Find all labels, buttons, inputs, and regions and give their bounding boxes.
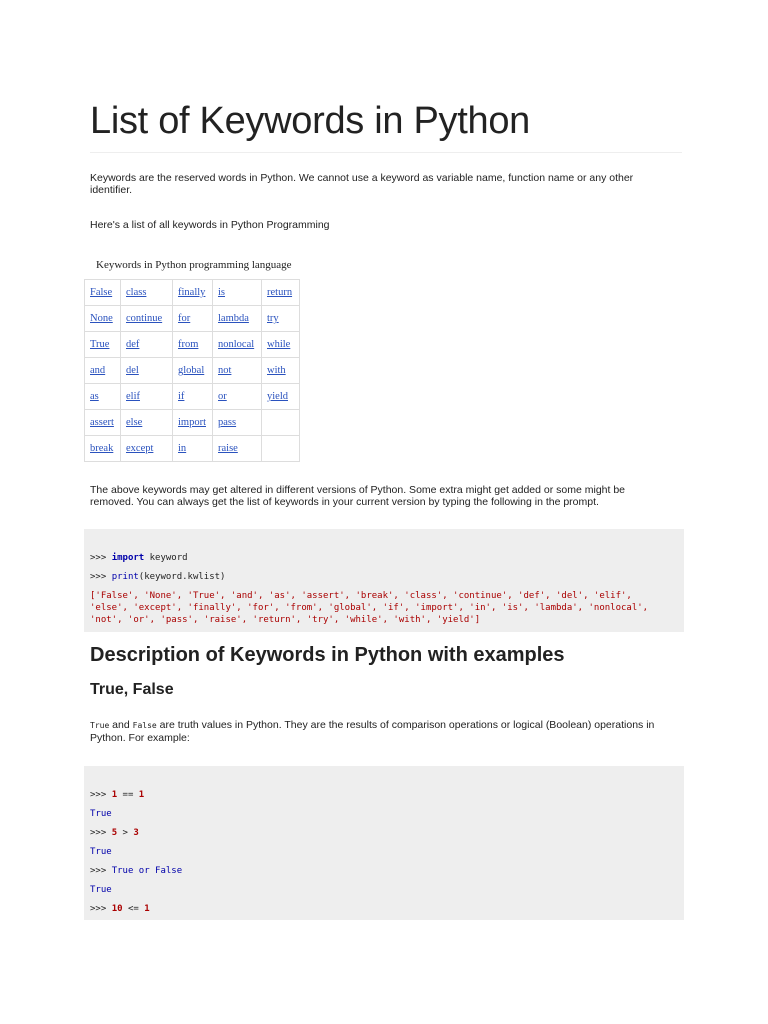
code-output: 'not', 'or', 'pass', 'raise', 'return', 'try', 'while', 'with', 'yield']	[90, 615, 481, 625]
code-number: 10	[111, 904, 123, 914]
code-number: 1	[144, 904, 150, 914]
truefalse-paragraph	[90, 719, 670, 744]
keyword-link[interactable]: except	[126, 443, 154, 454]
keyword-link[interactable]: lambda	[218, 313, 249, 324]
page-title: List of Keywords in Python	[90, 100, 530, 142]
table-cell	[173, 358, 213, 384]
table-row	[85, 358, 300, 384]
code-output-line	[90, 847, 112, 859]
table-cell	[85, 332, 121, 358]
title-divider	[90, 152, 682, 153]
table-cell	[121, 410, 173, 436]
table-cell	[85, 306, 121, 332]
inline-code-true: True	[90, 721, 110, 730]
code-number: 5	[111, 828, 118, 838]
code-output: ['False', 'None', 'True', 'and', 'as', 'assert', 'break', 'class', 'continue', 'def', 'del', 'elif',	[90, 591, 632, 601]
code-prompt: >>>	[90, 572, 112, 582]
keyword-link[interactable]: if	[178, 391, 185, 402]
keyword-link[interactable]: is	[218, 287, 226, 298]
code-output: 'else', 'except', 'finally', 'for', 'from', 'global', 'if', 'import', 'in', 'is', 'lambda', 'nonlocal',	[90, 603, 649, 613]
versions-note-paragraph: The above keywords may get altered in different versions of Python. Some extra might get added or some might be removed. You can always get the list of keywords in your current version by typing the following in the prompt.	[90, 484, 626, 508]
table-cell	[121, 384, 173, 410]
code-number: 1	[111, 790, 118, 800]
para-text: are truth values in Python. They are the results of comparison operations or logical (Boolean) operations in Python. For example:	[90, 719, 655, 744]
table-cell	[173, 410, 213, 436]
table-cell	[121, 280, 173, 306]
code-output: True	[90, 885, 112, 895]
keyword-link[interactable]: not	[218, 365, 232, 376]
keyword-link[interactable]: as	[90, 391, 99, 402]
code-line	[90, 553, 188, 565]
table-cell	[121, 436, 173, 462]
keywords-table	[84, 279, 300, 462]
keyword-link[interactable]: else	[126, 417, 143, 428]
code-keyword: import	[111, 553, 145, 563]
code-prompt: >>>	[90, 866, 112, 876]
table-row	[85, 410, 300, 436]
table-cell	[173, 280, 213, 306]
table-cell	[121, 306, 173, 332]
table-row	[85, 332, 300, 358]
table-cell	[173, 384, 213, 410]
keyword-link[interactable]: del	[126, 365, 139, 376]
table-cell	[85, 384, 121, 410]
keyword-link[interactable]: finally	[178, 287, 206, 298]
table-cell	[262, 358, 300, 384]
code-line	[90, 790, 144, 802]
table-caption: Keywords in Python programming language	[96, 259, 292, 271]
code-line	[90, 828, 139, 840]
code-output-line	[90, 603, 648, 615]
keyword-link[interactable]: assert	[90, 417, 114, 428]
code-output: True	[90, 809, 112, 819]
table-row	[85, 436, 300, 462]
table-row	[85, 280, 300, 306]
para-text: and	[109, 719, 133, 731]
table-cell	[173, 436, 213, 462]
keyword-link[interactable]: def	[126, 339, 140, 350]
code-number: 3	[133, 828, 139, 838]
code-function: print	[111, 572, 139, 582]
list-intro-paragraph: Here's a list of all keywords in Python Programming	[90, 219, 330, 231]
keyword-link[interactable]: True	[90, 339, 110, 350]
code-expression: True or False	[111, 866, 183, 876]
table-cell	[85, 436, 121, 462]
table-cell	[262, 410, 300, 436]
keyword-link[interactable]: with	[267, 365, 286, 376]
subsection-heading: True, False	[90, 681, 174, 698]
keyword-link[interactable]: yield	[267, 391, 288, 402]
section-heading: Description of Keywords in Python with examples	[90, 644, 565, 666]
keyword-link[interactable]: and	[90, 365, 106, 376]
table-cell	[121, 332, 173, 358]
code-output: True	[90, 847, 112, 857]
code-output-line	[90, 885, 112, 897]
code-block-truefalse	[84, 766, 684, 920]
table-cell	[213, 436, 262, 462]
table-cell	[213, 358, 262, 384]
table-cell	[213, 332, 262, 358]
code-line	[90, 866, 182, 878]
keyword-link[interactable]: from	[178, 339, 199, 350]
table-cell	[213, 306, 262, 332]
table-cell	[262, 384, 300, 410]
code-block-kwlist	[84, 529, 684, 632]
table-row	[85, 384, 300, 410]
keyword-link[interactable]: class	[126, 287, 147, 298]
keyword-link[interactable]: continue	[126, 313, 163, 324]
code-prompt: >>>	[90, 828, 112, 838]
code-output-line	[90, 591, 632, 603]
table-cell	[85, 410, 121, 436]
keyword-link[interactable]: raise	[218, 443, 238, 454]
table-cell	[262, 332, 300, 358]
keyword-link[interactable]: import	[178, 417, 206, 428]
table-cell	[262, 436, 300, 462]
keyword-link[interactable]: or	[218, 391, 227, 402]
keyword-link[interactable]: global	[178, 365, 205, 376]
keyword-link[interactable]: in	[178, 443, 187, 454]
table-cell	[262, 306, 300, 332]
table-cell	[262, 280, 300, 306]
inline-code-false: False	[132, 721, 157, 730]
intro-paragraph: Keywords are the reserved words in Python. We cannot use a keyword as variable name, function name or any other identifier.	[90, 172, 634, 196]
code-operator: >	[117, 828, 134, 838]
keyword-link[interactable]: pass	[218, 417, 237, 428]
table-cell	[173, 306, 213, 332]
code-prompt: >>>	[90, 790, 112, 800]
table-cell	[213, 410, 262, 436]
keyword-link[interactable]: nonlocal	[218, 339, 255, 350]
keyword-link[interactable]: while	[267, 339, 291, 350]
table-cell	[85, 358, 121, 384]
keyword-link[interactable]: elif	[126, 391, 140, 402]
code-prompt: >>>	[90, 904, 112, 914]
table-row	[85, 306, 300, 332]
code-line	[90, 572, 225, 584]
code-operator: <=	[122, 904, 145, 914]
table-cell	[85, 280, 121, 306]
table-cell	[121, 358, 173, 384]
keyword-link[interactable]: False	[90, 287, 113, 298]
keyword-link[interactable]: for	[178, 313, 191, 324]
code-prompt: >>>	[90, 553, 112, 563]
code-text: (keyword.kwlist)	[138, 572, 226, 582]
code-text: keyword	[144, 553, 188, 563]
code-operator: ==	[117, 790, 139, 800]
table-cell	[213, 280, 262, 306]
code-output-line	[90, 809, 112, 821]
keyword-link[interactable]: try	[267, 313, 279, 324]
code-number: 1	[138, 790, 145, 800]
table-cell	[213, 384, 262, 410]
table-cell	[173, 332, 213, 358]
keyword-link[interactable]: break	[90, 443, 114, 454]
keyword-link[interactable]: return	[267, 287, 293, 298]
code-output-line	[90, 615, 480, 627]
code-line	[90, 904, 150, 916]
keyword-link[interactable]: None	[90, 313, 113, 324]
